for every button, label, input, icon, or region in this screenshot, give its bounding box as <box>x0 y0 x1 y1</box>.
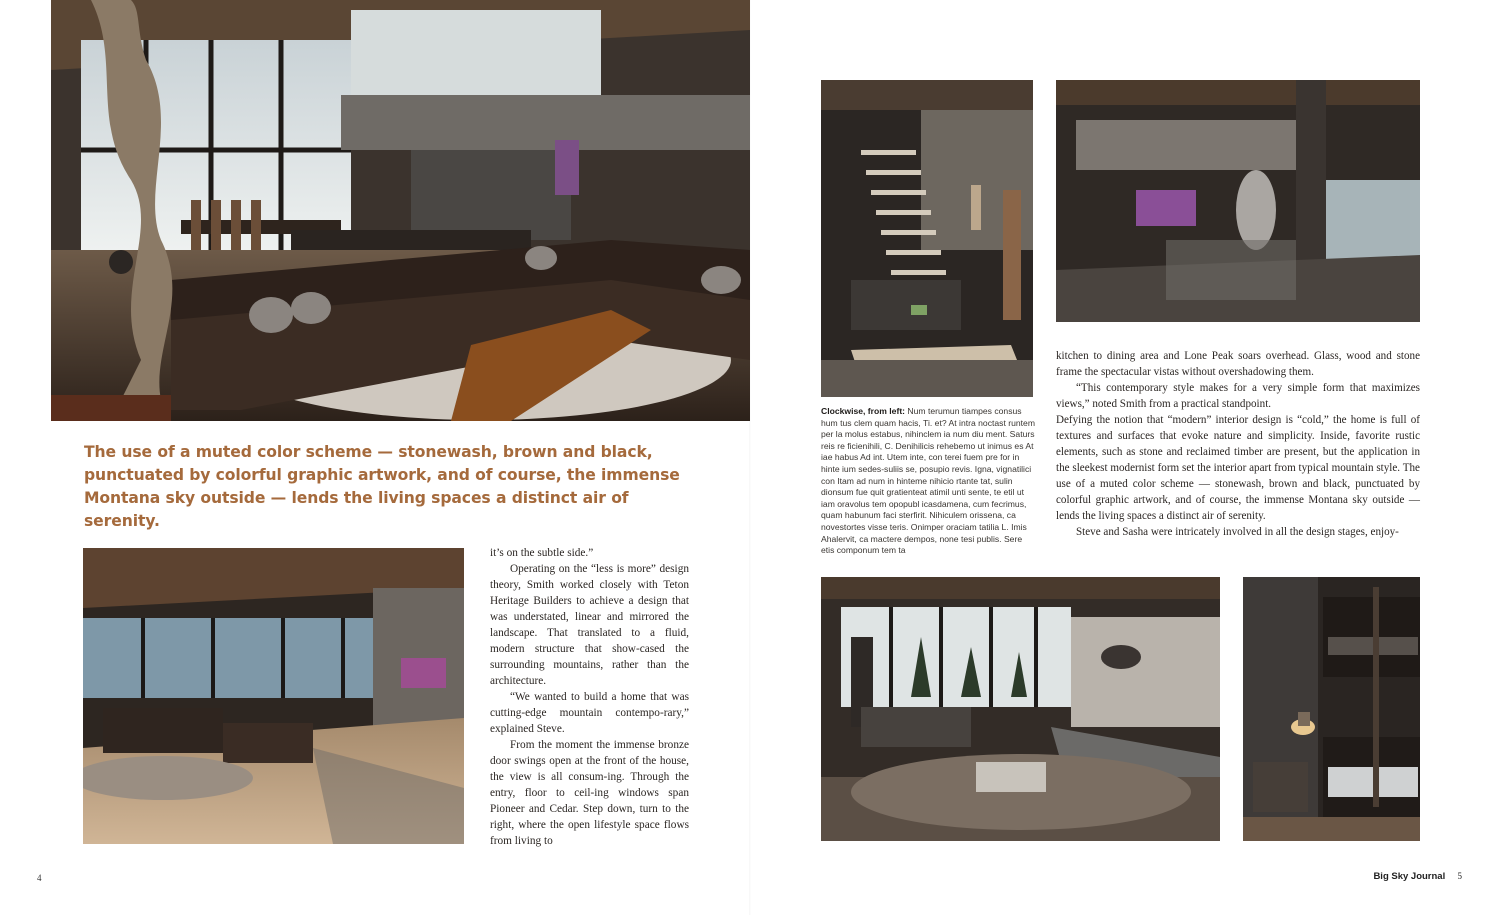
right-paragraph-4: Steve and Sasha were intricately involved in all the design stages, enjoy- <box>1076 526 1399 538</box>
pull-quote: The use of a muted color scheme — stonewash, brown and black, punctuated by colorful graphic artwork, and of course, the immense Montana sky outside — lends the living spaces a distinct air of serenity. <box>84 443 680 530</box>
staircase-photo <box>821 80 1033 397</box>
page-number-left: 4 <box>37 873 42 883</box>
folio-right <box>1373 871 1462 882</box>
open-living-space-photo <box>83 548 464 844</box>
magazine-name: Big Sky Journal <box>1373 871 1446 882</box>
body-column-left <box>490 545 689 849</box>
right-paragraph-1: kitchen to dining area and Lone Peak soars overhead. Glass, wood and stone frame the spectacular vistas without overshadowing them. <box>1056 350 1420 378</box>
left-paragraph-1: it’s on the subtle side.” <box>490 547 594 559</box>
photo-caption <box>821 406 1035 557</box>
left-paragraph-4: From the moment the immense bronze door swings open at the front of the house, the view is all consum-ing. Through the entry, floor to ceil-ing windows span Pioneer and Cedar. Step down, turn to the right, where the open lifestyle space flows from living to <box>490 739 689 847</box>
interior-overlook-photo <box>1056 80 1420 322</box>
right-paragraph-3: Defying the notion that “modern” interior design is “cold,” the home is full of textures and surfaces that evoke nature and simplicity. Inside, favorite rustic elements, such as stone and reclaimed timber are present, but the application in the sleekest modernist form set the interior apart from typical mountain style. The use of a muted color scheme — stonewash, brown and black, punctuated by colorful graphic artwork, and of course, the immense Montana sky outside — lends the living spaces a distinct air of serenity. <box>1056 414 1420 522</box>
right-paragraph-2: “This contemporary style makes for a very simple form that maximizes views,” noted Smith from a practical standpoint. <box>1056 382 1420 410</box>
family-room-photo <box>821 577 1220 841</box>
hero-living-room-photo <box>51 0 750 421</box>
page-number-right: 5 <box>1457 871 1462 881</box>
body-column-right <box>1056 348 1420 540</box>
caption-lead: Clockwise, from left: <box>821 406 906 416</box>
left-paragraph-3: “We wanted to build a home that was cutting-edge mountain contempo-rary,” explained Steve. <box>490 691 689 735</box>
left-paragraph-2: Operating on the “less is more” design theory, Smith worked closely with Teton Heritage Builders to achieve a design that was understated, linear and mirrored the landscape. That translated to a fluid, modern structure that show-cased the surrounding mountains, rather than the architecture. <box>490 563 689 687</box>
caption-text: Num terumun tiampes consus hum tus clem quam hacis, Ti. et? At intra noctast runtem per la molus estabus, nihinclem ia num diu ment. Saturs reis re ficienihili, C. Denihilicis rehebemo ut inimus es At iae habus Ad int. Utem inte, con terei fuem pre for in hinte ium sedes-suliis se, posupio revis. Igna, vignatilici con Itam ad num in hinteme nihicio rtante tat, sulin dionsum fue quit gratienteat atimil unti sente, te etil ut iam oravolus tem opopubl icasdamena, cum fecrimus, quam habunum faci sterfirit. Nihiculem orissena, ca novestortes visse teris. Onimper oraciam tatilia L. Imis Ahalervit, ca mactere dempos, none tesi publis. Sere etis componum tem ta <box>821 406 1035 556</box>
bunk-room-photo <box>1243 577 1420 841</box>
